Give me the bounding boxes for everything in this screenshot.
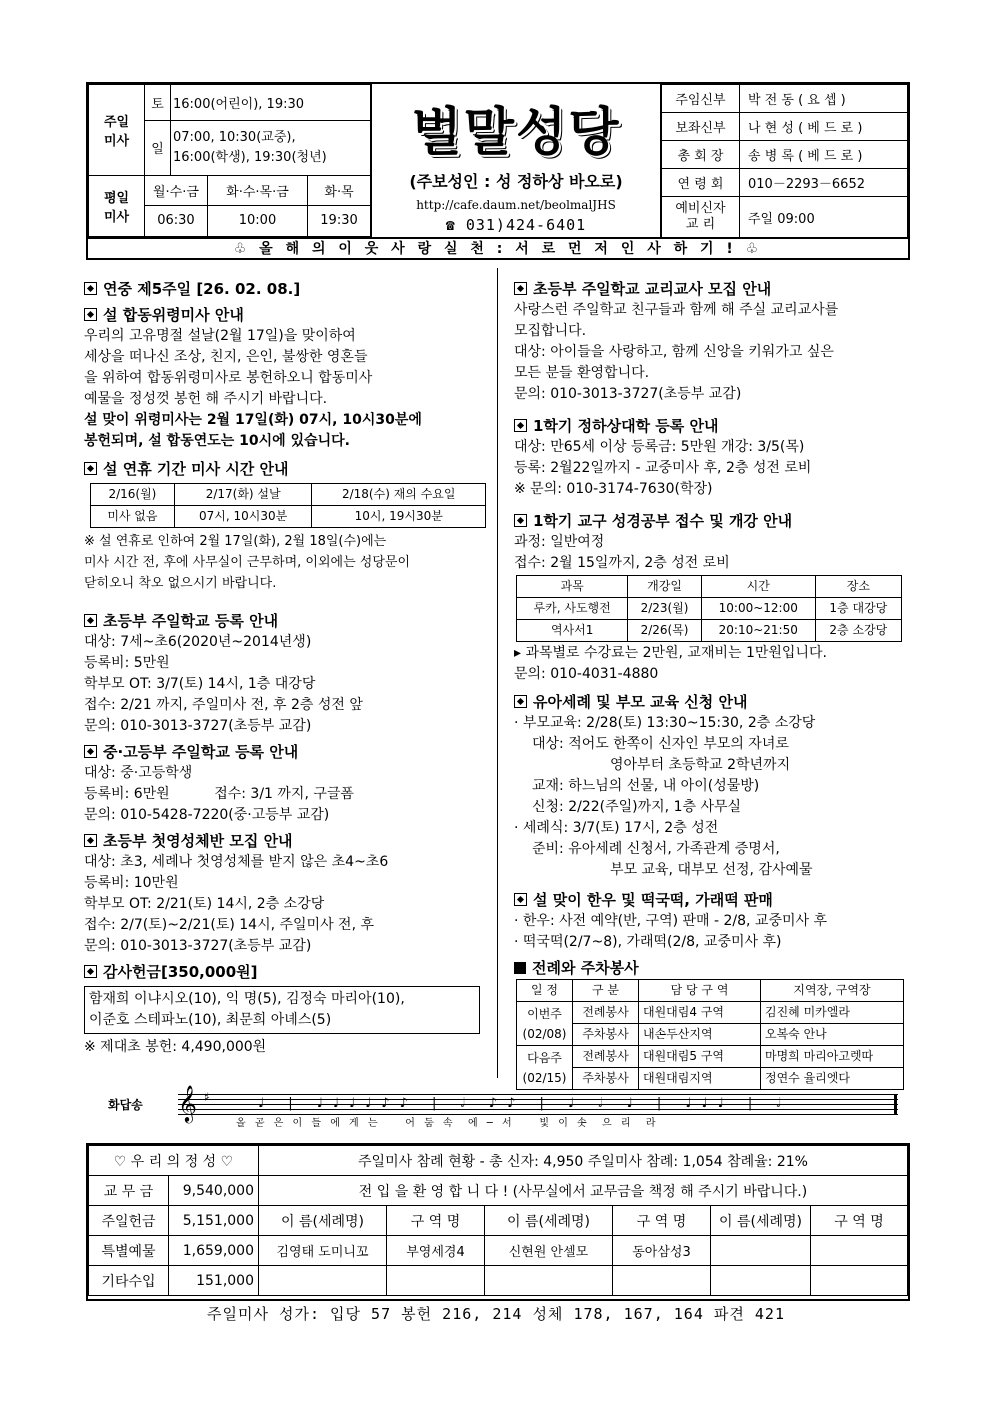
- column-header: 구 역 명: [613, 1206, 711, 1236]
- section-heading: 설 맞이 한우 및 떡국떡, 가래떡 판매: [514, 889, 906, 911]
- paragraph: 등록비: 10만원: [84, 875, 179, 891]
- section-marker-icon: [514, 419, 527, 432]
- psalm-response-staff: [108, 1084, 908, 1129]
- paragraph: 영아부터 초등학교 2학년까지: [610, 757, 791, 773]
- staff-role: 총 회 장: [662, 141, 740, 169]
- section-marker-icon: [84, 965, 97, 978]
- table-cell: 주차봉사: [573, 1024, 639, 1046]
- paragraph: 과정: 일반여정: [514, 534, 605, 550]
- offering-amount: 9,540,000: [169, 1176, 259, 1206]
- paragraph: 세상을 떠나신 조상, 친지, 은인, 불쌍한 영혼들: [84, 349, 368, 365]
- paragraph: 부모 교육, 대부모 선정, 감사예물: [610, 862, 813, 878]
- square-bullet-icon: [514, 962, 526, 974]
- column-header: 구 역 명: [811, 1206, 908, 1236]
- section-marker-icon: [84, 308, 97, 321]
- table-cell: 다음주 (02/15): [517, 1046, 573, 1090]
- hymn-footer: 주일미사 성가: 입당 57 봉헌 216, 214 성체 178, 167, 164 파견 421: [207, 1305, 785, 1323]
- section-marker-icon: [84, 834, 97, 847]
- section-heading: 1학기 정하상대학 등록 안내: [514, 415, 906, 437]
- note: 닫히오니 착오 없으시기 바랍니다.: [84, 576, 277, 591]
- empty-cell: [711, 1236, 811, 1266]
- table-cell: 미사 없음: [91, 506, 175, 528]
- paragraph: 문의: 010-3013-3727(초등부 교감): [84, 718, 312, 734]
- paragraph: ▸ 과목별로 수강료는 2만원, 교재비는 1만원입니다.: [514, 645, 827, 661]
- weekday-mass-label: 평일 미사: [89, 175, 145, 236]
- parish-phone: ☎ 031)424-6401: [445, 216, 587, 234]
- paragraph: 학부모 OT: 2/21(토) 14시, 2층 소강당: [84, 896, 325, 912]
- section-heading: 초등부 첫영성체반 모집 안내: [84, 830, 490, 852]
- table-header: 시간: [701, 576, 815, 598]
- paragraph: 교재: 하느님의 선물, 내 아이(성물방): [532, 778, 760, 794]
- table-cell: 2/23(월): [628, 598, 701, 620]
- paragraph: 문의: 010-3013-3727(초등부 교감): [84, 938, 312, 954]
- table-cell: 2/16(월): [91, 484, 175, 506]
- paragraph: 등록비: 5만원: [84, 655, 170, 671]
- table-header: 과목: [517, 576, 628, 598]
- staff-role: 예비신자 교 리: [662, 197, 740, 238]
- offering-label: 특별예물: [89, 1236, 169, 1266]
- empty-cell: [613, 1266, 711, 1296]
- table-cell: 10:00~12:00: [701, 598, 815, 620]
- holiday-mass-table: [90, 483, 486, 528]
- table-cell: 전례봉사: [573, 1002, 639, 1024]
- section-heading: 감사헌금[350,000원]: [84, 961, 490, 983]
- sunday-times: 07:00, 10:30(교중), 16:00(학생), 19:30(청년): [171, 121, 371, 175]
- offering-table: [88, 1145, 908, 1296]
- table-cell: 10시, 19시30분: [312, 506, 486, 528]
- staff-name: 송 병 록 ( 베 드 로 ): [740, 141, 908, 169]
- paragraph: · 부모교육: 2/28(토) 13:30~15:30, 2층 소강당: [514, 715, 816, 731]
- offering-amount: 5,151,000: [169, 1206, 259, 1236]
- staff-table: [661, 84, 908, 238]
- weekday-col1: 월·수·금: [145, 175, 208, 205]
- table-cell: 2/17(화) 설날: [174, 484, 312, 506]
- offering-amount: 151,000: [169, 1266, 259, 1296]
- weekday-col3: 화·목: [308, 175, 371, 205]
- table-header: 장소: [815, 576, 901, 598]
- table-cell: 1층 대강당: [815, 598, 901, 620]
- paragraph: 대상: 초3, 세례나 첫영성체를 받지 않은 초4~초6: [84, 854, 389, 870]
- section-heading: 유아세례 및 부모 교육 신청 안내: [514, 691, 906, 713]
- paragraph: · 세례식: 3/7(토) 17시, 2층 성전: [514, 820, 719, 836]
- section-marker-icon: [514, 695, 527, 708]
- donor-line: 이준호 스테파노(10), 최문희 아녜스(5): [89, 1012, 332, 1028]
- paragraph: 문의: 010-3013-3727(초등부 교감): [514, 386, 742, 402]
- paragraph: · 떡국떡(2/7~8), 가래떡(2/8, 교중미사 후): [514, 934, 782, 950]
- section-marker-icon: [84, 614, 97, 627]
- paragraph: 대상: 중·고등학생: [84, 765, 193, 781]
- saturday-times: 16:00(어린이), 19:30: [171, 85, 371, 121]
- section-marker-icon: [84, 282, 97, 295]
- paragraph: 모든 분들 환영합니다.: [514, 365, 650, 381]
- key-signature-icon: ♯: [204, 1090, 210, 1104]
- empty-cell: [811, 1236, 908, 1266]
- table-cell: 마명희 마리아고렛따: [761, 1046, 904, 1068]
- table-cell: 이번주 (02/08): [517, 1002, 573, 1046]
- paragraph: 학부모 OT: 3/7(토) 14시, 1층 대강당: [84, 676, 316, 692]
- staff-role: 보좌신부: [662, 113, 740, 141]
- donor-line: 함재희 이냐시오(10), 익 명(5), 김정숙 마리아(10),: [89, 991, 405, 1007]
- music-notes-icon: ♩ | ♩♩♩♩♪♪ | 𝅗𝅥 ♪♪ | ♩ 𝅗𝅥 ♩ | ♩♩♩ | 𝅗𝅥: [258, 1096, 791, 1111]
- newcomer-name: 신현원 안셀모: [485, 1236, 613, 1266]
- cafe-url[interactable]: http://cafe.daum.net/beolmalJHS: [416, 198, 616, 212]
- paragraph: 모집합니다.: [514, 323, 587, 339]
- staff-line: [178, 1094, 898, 1095]
- parish-title: 벌말성당: [411, 103, 621, 163]
- attendance-stats: 주일미사 참례 현황 - 총 신자: 4,950 주일미사 참례: 1,054 참례율: 21%: [259, 1146, 908, 1176]
- paragraph: 을 위하여 합동위령미사로 봉헌하오니 합동미사: [84, 370, 373, 386]
- newcomer-area: 부영세경4: [387, 1236, 485, 1266]
- offering-title: ♡ 우 리 의 정 성 ♡: [89, 1146, 259, 1176]
- section-heading: 설 연휴 기간 미사 시간 안내: [84, 458, 490, 480]
- note: 미사 시간 전, 후에 사무실이 근무하며, 이외에는 성당문이: [84, 555, 411, 570]
- table-cell: 2층 소강당: [815, 620, 901, 642]
- empty-cell: [485, 1266, 613, 1296]
- note: ※ 제대초 봉헌: 4,490,000원: [84, 1039, 267, 1055]
- section-marker-icon: [514, 282, 527, 295]
- phone-icon: ☎: [445, 216, 456, 234]
- empty-cell: [259, 1266, 387, 1296]
- paragraph: 접수: 2/7(토)~2/21(토) 14시, 주일미사 전, 후: [84, 917, 374, 933]
- offering-box: [86, 1143, 910, 1301]
- column-header: 구 역 명: [387, 1206, 485, 1236]
- staff-role: 주임신부: [662, 85, 740, 113]
- table-header: 구 분: [573, 980, 639, 1002]
- paragraph: 접수: 2월 15일까지, 2층 성전 로비: [514, 555, 730, 571]
- title-box: [371, 84, 661, 237]
- paragraph: 등록: 2월22일까지 - 교중미사 후, 2층 성전 로비: [514, 460, 812, 476]
- table-cell: 2/26(목): [628, 620, 701, 642]
- paragraph-bold: 설 맞이 위령미사는 2월 17일(화) 07시, 10시30분에: [84, 412, 422, 428]
- service-table: [516, 979, 904, 1090]
- offering-amount: 1,659,000: [169, 1236, 259, 1266]
- sunday-mass-label: 주일 미사: [89, 85, 145, 176]
- weekday-time2: 10:00: [207, 205, 307, 236]
- table-cell: 정연수 율리엣다: [761, 1068, 904, 1090]
- table-cell: 대원대림5 구역: [639, 1046, 761, 1068]
- paragraph-bold: 봉헌되며, 설 합동연도는 10시에 있습니다.: [84, 433, 350, 449]
- offering-label: 주일헌금: [89, 1206, 169, 1236]
- offering-label: 교 무 금: [89, 1176, 169, 1206]
- paragraph: 준비: 유아세례 신청서, 가족관계 증명서,: [532, 841, 780, 857]
- paragraph: 문의: 010-4031-4880: [514, 666, 659, 682]
- section-heading: 설 합동위령미사 안내: [84, 304, 490, 326]
- table-cell: 20:10~21:50: [701, 620, 815, 642]
- paragraph: · 한우: 사전 예약(반, 구역) 판매 - 2/8, 교중미사 후: [514, 913, 828, 929]
- paragraph: 대상: 아이들을 사랑하고, 함께 신앙을 키워가고 싶은: [514, 344, 834, 360]
- table-cell: 전례봉사: [573, 1046, 639, 1068]
- table-header: 개강일: [628, 576, 701, 598]
- paragraph: 대상: 적어도 한쪽이 신자인 부모의 자녀로: [532, 736, 789, 752]
- column-header: 이 름(세례명): [259, 1206, 387, 1236]
- table-cell: 주차봉사: [573, 1068, 639, 1090]
- table-cell: 2/18(수) 재의 수요일: [312, 484, 486, 506]
- newcomer-area: 동아삼성3: [613, 1236, 711, 1266]
- thanksgiving-box: [84, 986, 480, 1034]
- table-cell: 대원대림4 구역: [639, 1002, 761, 1024]
- mass-times-table: [88, 84, 371, 237]
- music-label: 화답송: [108, 1098, 143, 1112]
- table-cell: 대원대림지역: [639, 1068, 761, 1090]
- end-barline: [894, 1094, 897, 1115]
- saturday-label: 토: [145, 85, 171, 121]
- section-marker-icon: [514, 893, 527, 906]
- paragraph: 등록비: 6만원 접수: 3/1 까지, 구글폼: [84, 786, 354, 802]
- staff-name: 나 현 성 ( 베 드 로 ): [740, 113, 908, 141]
- music-lyrics: 올 곧 은 이 들 에 게 는 어 둠 속 에 ─ 서 빛 이 솟 으 리 라: [236, 1118, 659, 1129]
- section-heading: 초등부 주일학교 등록 안내: [84, 610, 490, 632]
- right-column: [514, 274, 906, 1090]
- treble-clef-icon: 𝄞: [178, 1084, 197, 1122]
- empty-cell: [811, 1266, 908, 1296]
- paragraph: 대상: 7세~초6(2020년~2014년생): [84, 634, 312, 650]
- table-cell: 내손두산지역: [639, 1024, 761, 1046]
- section-marker-icon: [514, 514, 527, 527]
- paragraph: 신청: 2/22(주일)까지, 1층 사무실: [532, 799, 742, 815]
- welcome-message: 전 입 을 환 영 합 니 다 ! (사무실에서 교무금을 책정 해 주시기 바랍니다.): [259, 1176, 908, 1206]
- newcomer-name: 김영태 도미니꼬: [259, 1236, 387, 1266]
- masthead: [86, 82, 910, 260]
- section-heading: 1학기 교구 성경공부 접수 및 개강 안내: [514, 510, 906, 532]
- sunday-label: 일: [145, 121, 171, 175]
- table-cell: 07시, 10시30분: [174, 506, 312, 528]
- column-divider: [497, 268, 498, 1078]
- left-column: [84, 274, 490, 1058]
- staff-name: 주일 09:00: [740, 197, 908, 238]
- sunday-heading: 연중 제5주일 [26. 02. 08.]: [84, 278, 490, 300]
- offering-label: 기타수입: [89, 1266, 169, 1296]
- column-header: 이 름(세례명): [485, 1206, 613, 1236]
- table-cell: 오복숙 안나: [761, 1024, 904, 1046]
- patron-saint: (주보성인 : 성 정하상 바오로): [409, 172, 623, 191]
- table-cell: 김진혜 미카엘라: [761, 1002, 904, 1024]
- motto-banner: ♧ 올 해 의 이 웃 사 랑 실 천 : 서 로 먼 저 인 사 하 기 ! ♧: [88, 237, 908, 258]
- section-heading: 중·고등부 주일학교 등록 안내: [84, 741, 490, 763]
- staff-name: 010－2293－6652: [740, 169, 908, 197]
- paragraph: 대상: 만65세 이상 등록금: 5만원 개강: 3/5(목): [514, 439, 805, 455]
- paragraph: 예물을 정성껏 봉헌 해 주시기 바랍니다.: [84, 391, 328, 407]
- table-header: 일 정: [517, 980, 573, 1002]
- empty-cell: [387, 1266, 485, 1296]
- column-header: 이 름(세례명): [711, 1206, 811, 1236]
- staff-name: 박 전 동 ( 요 셉 ): [740, 85, 908, 113]
- weekday-time1: 06:30: [145, 205, 208, 236]
- staff-role: 연 령 회: [662, 169, 740, 197]
- section-heading: 초등부 주일학교 교리교사 모집 안내: [514, 278, 906, 300]
- bible-study-table: [516, 575, 902, 642]
- table-cell: 역사서1: [517, 620, 628, 642]
- section-marker-icon: [84, 745, 97, 758]
- weekday-time3: 19:30: [308, 205, 371, 236]
- table-header: 지역장, 구역장: [761, 980, 904, 1002]
- note: ※ 설 연휴로 인하여 2월 17일(화), 2월 18일(수)에는: [84, 534, 387, 549]
- section-marker-icon: [84, 462, 97, 475]
- weekday-col2: 화·수·목·금: [207, 175, 307, 205]
- paragraph: ※ 문의: 010-3174-7630(학장): [514, 481, 713, 497]
- table-header: 담 당 구 역: [639, 980, 761, 1002]
- paragraph: 접수: 2/21 까지, 주일미사 전, 후 2층 성전 앞: [84, 697, 363, 713]
- empty-cell: [711, 1266, 811, 1296]
- paragraph: 우리의 고유명절 설날(2월 17일)을 맞이하여: [84, 328, 356, 344]
- paragraph: 사랑스런 주일학교 친구들과 함께 해 주실 교리교사를: [514, 302, 839, 318]
- section-heading: 전례와 주차봉사: [514, 957, 906, 979]
- paragraph: 문의: 010-5428-7220(중·고등부 교감): [84, 807, 330, 823]
- table-cell: 루카, 사도행전: [517, 598, 628, 620]
